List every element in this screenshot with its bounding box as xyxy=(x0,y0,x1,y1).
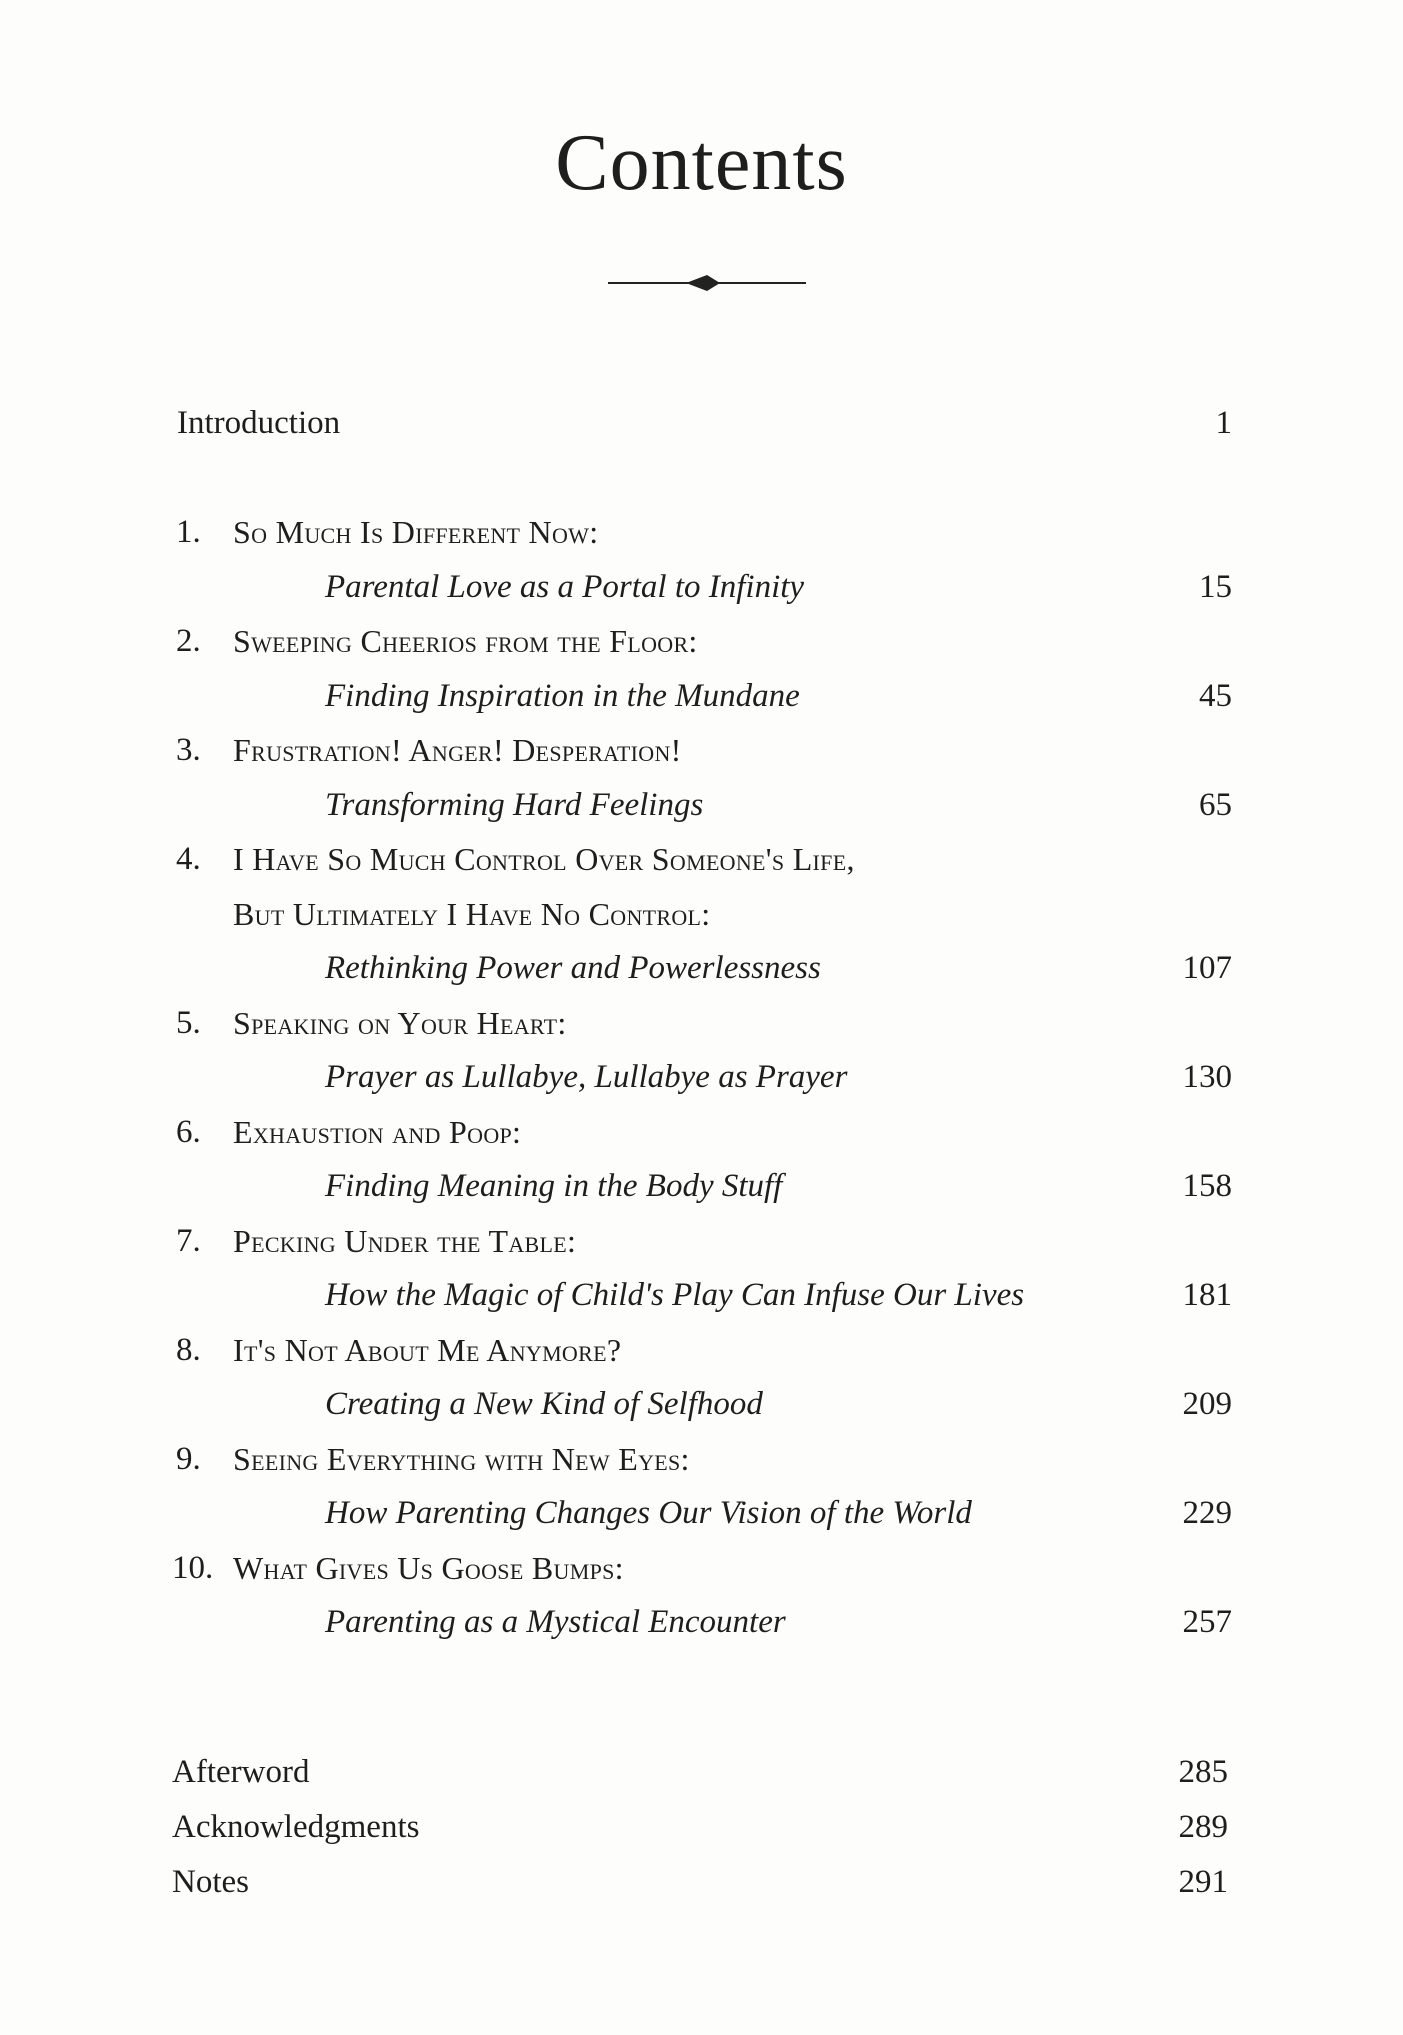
chapter-title-line[interactable] xyxy=(0,723,1403,778)
page-number: 107 xyxy=(1182,950,1232,986)
page-number: 130 xyxy=(1182,1059,1232,1095)
chapter-subtitle: Rethinking Power and Powerlessness xyxy=(325,950,821,986)
chapter-subtitle: Finding Meaning in the Body Stuff xyxy=(325,1168,783,1204)
chapter-number: 8. xyxy=(176,1331,201,1368)
chapter-title: Pecking Under the Table: xyxy=(233,1222,577,1259)
chapter-number: 6. xyxy=(176,1113,201,1150)
chapter-title: But Ultimately I Have No Control: xyxy=(233,895,711,932)
page-number: 257 xyxy=(1182,1604,1232,1640)
chapter-number: 9. xyxy=(176,1440,201,1477)
chapter-title: It's Not About Me Anymore? xyxy=(233,1331,622,1368)
chapter-subtitle: Finding Inspiration in the Mundane xyxy=(325,677,800,714)
chapter-title: I Have So Much Control Over Someone's Life, xyxy=(233,841,855,877)
chapter-subtitle-line[interactable] xyxy=(0,1486,1403,1541)
chapter-title-line[interactable] xyxy=(0,1432,1403,1487)
toc-entry-back-matter[interactable] xyxy=(0,1800,1403,1855)
chapter-subtitle-line[interactable] xyxy=(0,1595,1403,1650)
chapter-subtitle: How Parenting Changes Our Vision of the World xyxy=(325,1495,972,1531)
chapter-subtitle: Creating a New Kind of Selfhood xyxy=(325,1386,763,1422)
chapter-title-line[interactable] xyxy=(0,1105,1403,1160)
page-number: 229 xyxy=(1182,1495,1232,1531)
chapter-title: Exhaustion and Poop: xyxy=(233,1113,522,1150)
chapter-subtitle-line[interactable] xyxy=(0,1268,1403,1323)
chapter-title-line[interactable] xyxy=(0,887,1403,942)
toc-entry-back-matter[interactable] xyxy=(0,1745,1403,1800)
chapter-subtitle-line[interactable] xyxy=(0,669,1403,724)
chapter-title-line[interactable] xyxy=(0,614,1403,669)
chapter-title-line[interactable] xyxy=(0,505,1403,560)
entry-label: Afterword xyxy=(172,1754,310,1790)
entry-label: Introduction xyxy=(177,405,341,441)
ornament-divider-icon xyxy=(608,272,806,294)
chapter-subtitle: Transforming Hard Feelings xyxy=(325,786,704,823)
page-number: 1 xyxy=(1215,405,1232,441)
page-number: 289 xyxy=(1178,1809,1228,1845)
page-number: 181 xyxy=(1182,1277,1232,1313)
page-number: 158 xyxy=(1182,1168,1232,1204)
chapter-number: 2. xyxy=(176,623,201,659)
chapter-number: 3. xyxy=(176,732,201,768)
chapter-number: 1. xyxy=(176,514,201,550)
chapter-subtitle: Prayer as Lullabye, Lullabye as Prayer xyxy=(325,1059,848,1095)
chapter-number: 4. xyxy=(176,841,201,877)
chapter-title: Frustration! Anger! Desperation! xyxy=(233,732,682,768)
entry-label: Acknowledgments xyxy=(172,1809,420,1845)
chapter-subtitle-line[interactable] xyxy=(0,778,1403,833)
chapter-subtitle-line[interactable] xyxy=(0,1159,1403,1214)
page-number: 209 xyxy=(1182,1386,1232,1422)
chapter-title-line[interactable] xyxy=(0,832,1403,887)
chapter-subtitle: Parental Love as a Portal to Infinity xyxy=(325,568,805,605)
chapter-title-line[interactable] xyxy=(0,996,1403,1051)
chapter-title: Speaking on Your Heart: xyxy=(233,1004,567,1041)
page-number: 285 xyxy=(1178,1754,1228,1790)
toc-entry-back-matter[interactable] xyxy=(0,1855,1403,1910)
page-number: 15 xyxy=(1199,568,1232,605)
chapter-title: Seeing Everything with New Eyes: xyxy=(233,1440,690,1477)
chapter-subtitle: How the Magic of Child's Play Can Infuse Our Lives xyxy=(325,1277,1025,1313)
chapter-title-line[interactable] xyxy=(0,1323,1403,1378)
chapter-number: 5. xyxy=(176,1004,201,1041)
page-title: Contents xyxy=(555,119,848,207)
chapter-title-line[interactable] xyxy=(0,1214,1403,1269)
page-number: 45 xyxy=(1199,677,1232,714)
chapter-subtitle-line[interactable] xyxy=(0,560,1403,615)
chapter-subtitle-line[interactable] xyxy=(0,1050,1403,1105)
chapter-title-line[interactable] xyxy=(0,1541,1403,1596)
chapter-subtitle: Parenting as a Mystical Encounter xyxy=(325,1604,786,1640)
chapter-subtitle-line[interactable] xyxy=(0,1377,1403,1432)
chapter-number: 7. xyxy=(176,1222,201,1259)
page-number: 291 xyxy=(1178,1864,1228,1900)
entry-label: Notes xyxy=(172,1864,249,1900)
toc-entry-introduction[interactable] xyxy=(0,396,1403,451)
chapter-subtitle-line[interactable] xyxy=(0,941,1403,996)
chapter-title: So Much Is Different Now: xyxy=(233,514,599,550)
chapter-title: Sweeping Cheerios from the Floor: xyxy=(233,623,698,659)
chapter-number: 10. xyxy=(172,1549,214,1586)
page-number: 65 xyxy=(1199,786,1232,823)
chapter-title: What Gives Us Goose Bumps: xyxy=(233,1549,624,1586)
